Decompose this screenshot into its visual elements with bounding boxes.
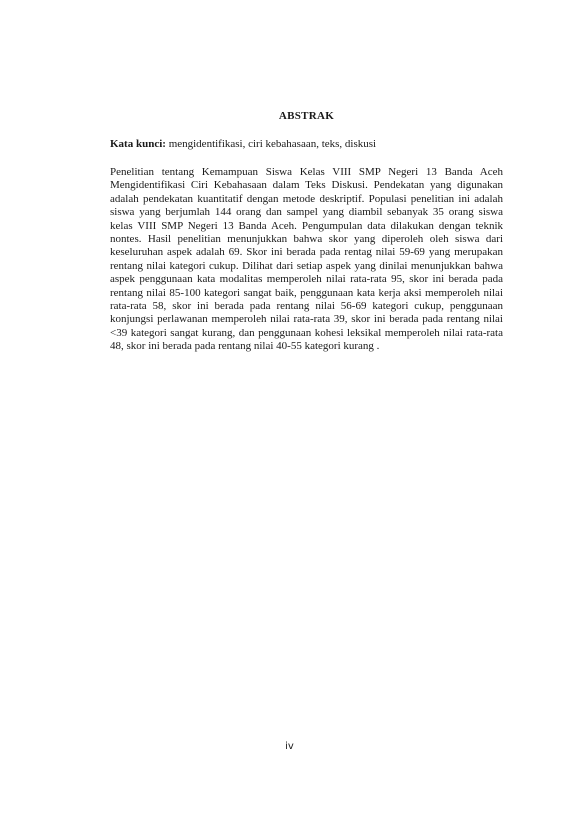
page-number: iv xyxy=(285,741,294,752)
keywords-label: Kata kunci: xyxy=(110,138,166,150)
abstract-title: ABSTRAK xyxy=(278,110,335,122)
keywords-value: mengidentifikasi, ciri kebahasaan, teks, diskusi xyxy=(165,138,377,150)
keywords-line xyxy=(110,137,503,151)
abstract-body: Penelitian tentang Kemampuan Siswa Kelas VIII SMP Negeri 13 Banda Aceh Mengidentifikasi Ciri Kebahasaan dalam Teks Diskusi. Pendekatan yang digunakan adalah pendekatan kuantitatif dengan metode deskriptif. Populasi penelitian ini adalah siswa yang berjumlah 144 orang dan sampel yang diambil sebanyak 35 orang siswa kelas VIII SMP Negeri 13 Banda Aceh. Pengumpulan data dilakukan dengan teknik nontes. Hasil penelitian menunjukkan bahwa skor yang diperoleh oleh siswa dari keseluruhan aspek adalah 69. Skor ini berada pada rentag nilai 59-69 yang merupakan rentang nilai kategori cukup. Dilihat dari setiap aspek yang dinilai menunjukkan bahwa aspek penggunaan kata modalitas memperoleh nilai rata-rata 95, skor ini berada pada rentang nilai 85-100 kategori sangat baik, penggunaan kata kerja aksi memperoleh nilai rata-rata 58, skor ini berada pada rentang nilai 56-69 kategori cukup, penggunaan konjungsi perlawanan memperoleh nilai rata-rata 39, skor ini berada pada rentang nilai <39 kategori sangat kurang, dan penggunaan kohesi leksikal memperoleh nilai rata-rata 48, skor ini berada pada rentang nilai 40-55 kategori kurang . xyxy=(110,166,503,353)
